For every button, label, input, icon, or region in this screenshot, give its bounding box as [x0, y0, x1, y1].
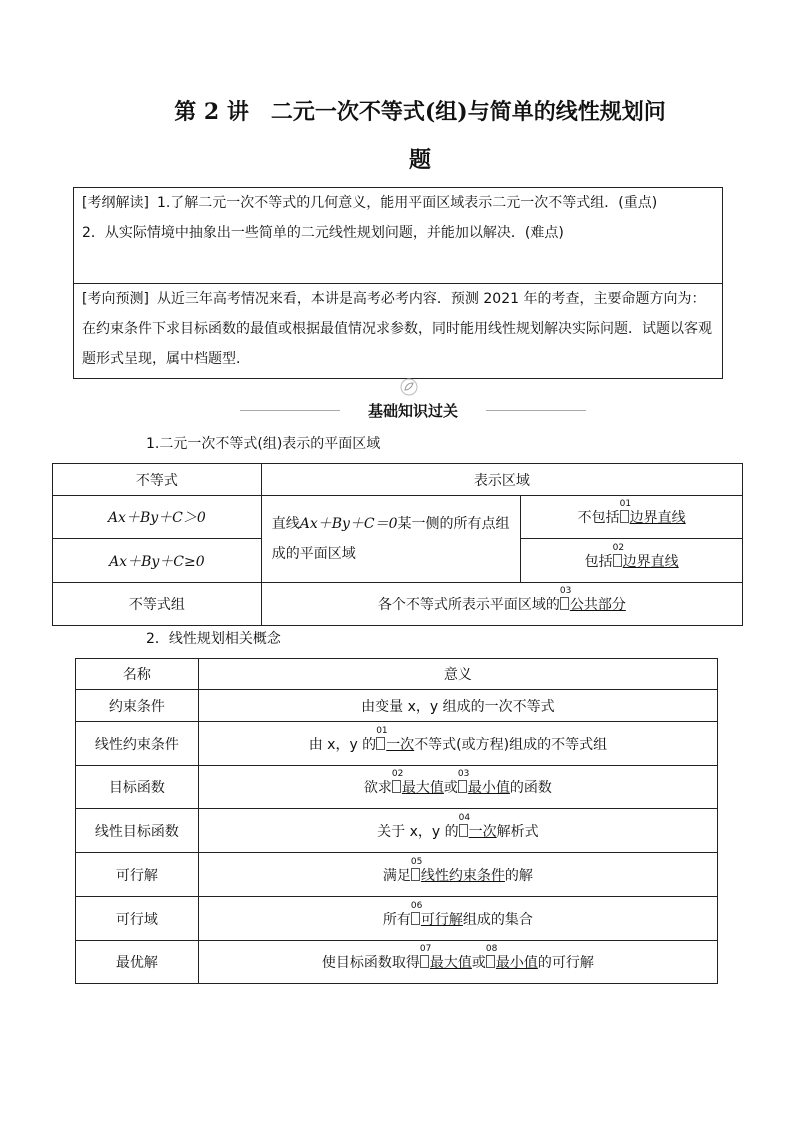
cell-text: 所有 [382, 911, 411, 928]
table-row [76, 766, 718, 809]
cell-text: 的函数 [509, 780, 552, 796]
section-2-title: 2．线性规划相关概念 [146, 631, 281, 647]
answer-blank: 公共部分 [569, 597, 626, 613]
inequality-cell: 不等式组 [53, 583, 262, 626]
table-row [76, 690, 718, 722]
answer-blank: 一次 [468, 823, 497, 840]
region-suffix: 某一侧的所有点组成的平面区域 [271, 516, 510, 562]
answer-blank: 可行解 [420, 911, 463, 928]
answer-marker-icon: 02 [392, 780, 401, 793]
table-row [53, 583, 743, 626]
table-header: 表示区域 [261, 464, 742, 496]
boundary-cell [521, 539, 743, 583]
answer-marker-icon: 05 [411, 868, 420, 881]
concept-meaning [198, 722, 717, 766]
cell-text: 使目标函数取得 [321, 955, 420, 971]
inequality-cell: Ax＋By＋C＞0 [53, 496, 262, 539]
outline-tag: [考纲解读] [82, 195, 149, 211]
inequality-cell: Ax＋By＋C≥0 [53, 539, 262, 583]
concept-name: 目标函数 [76, 766, 199, 809]
forecast-text: 从近三年高考情况来看，本讲是高考必考内容．预测 2021 年的考查，主要命题方向为：在约束条件下求目标函数的最值或根据最值情况求参数，同时能用线性规划解决实际问题．试题以客观题形式呈现，属中档题型． [82, 291, 712, 367]
forecast-section [74, 284, 722, 374]
concept-meaning [198, 853, 717, 897]
cell-text: 的解 [504, 867, 533, 884]
concept-meaning [198, 897, 717, 941]
concept-meaning: 由变量 x，y 组成的一次不等式 [198, 690, 717, 722]
answer-marker-icon: 06 [411, 912, 420, 925]
outline-section [74, 188, 722, 284]
table-row [53, 496, 743, 539]
answer-marker-icon: 03 [458, 780, 467, 793]
section-1-title: 1.二元一次不等式(组)表示的平面区域 [146, 436, 381, 452]
cell-text: 各个不等式所表示平面区域的 [377, 597, 560, 613]
region-prefix: 直线 [271, 516, 300, 532]
divider-line-right [486, 410, 586, 411]
forecast-tag: [考向预测] [82, 291, 149, 307]
answer-marker-icon: 03 [560, 597, 569, 610]
outline-item-2: 2．从实际情境中抽象出一些简单的二元线性规划问题，并能加以解决．(难点) [82, 225, 564, 241]
answer-marker-icon: 08 [486, 955, 495, 968]
answer-marker-icon: 07 [420, 955, 429, 968]
page-title-line-1: 第 2 讲 二元一次不等式(组)与简单的线性规划问 [174, 99, 666, 125]
concept-name: 约束条件 [76, 690, 199, 722]
answer-blank: 一次 [386, 736, 415, 753]
table-header: 不等式 [53, 464, 262, 496]
table-row [76, 659, 718, 690]
cell-text: 不等式(或方程)组成的不等式组 [414, 736, 608, 753]
region-expr: Ax＋By＋C＝0 [299, 516, 398, 532]
answer-blank: 最小值 [495, 955, 538, 971]
table-header: 名称 [76, 659, 199, 690]
region-cell [261, 496, 521, 583]
outline-text-1: 1.了解二元一次不等式的几何意义，能用平面区域表示二元一次不等式组．(重点) [156, 195, 658, 211]
region-cell [261, 583, 742, 626]
boundary-cell [521, 496, 743, 539]
answer-marker-icon: 01 [620, 510, 629, 523]
answer-marker-icon: 04 [459, 824, 468, 837]
cell-text: 满足 [382, 867, 411, 884]
cell-text: 不包括 [577, 510, 620, 526]
answer-blank: 边界直线 [622, 553, 679, 570]
table-header: 意义 [198, 659, 717, 690]
table-row [76, 853, 718, 897]
answer-blank: 最大值 [429, 955, 472, 971]
outline-item-1 [82, 188, 714, 218]
cell-text: 包括 [584, 553, 613, 570]
page-title-line-2: 题 [408, 147, 431, 173]
cell-text: 关于 x，y 的 [377, 823, 459, 840]
cell-text: 组成的集合 [462, 911, 533, 928]
answer-blank: 最大值 [401, 780, 444, 796]
cell-text: 解析式 [496, 823, 539, 840]
answer-blank: 最小值 [467, 780, 510, 796]
table-row [76, 897, 718, 941]
region-table [52, 463, 743, 626]
table-row [76, 722, 718, 766]
cell-text: 或 [443, 780, 458, 796]
concept-meaning [198, 766, 717, 809]
cell-text: 的可行解 [537, 955, 594, 971]
answer-marker-icon: 01 [376, 737, 385, 750]
answer-blank: 边界直线 [629, 510, 686, 526]
intro-box [73, 187, 723, 379]
answer-blank: 线性约束条件 [420, 867, 505, 884]
concept-name: 线性约束条件 [76, 722, 199, 766]
table-row [76, 941, 718, 984]
cell-text: 欲求 [363, 780, 392, 796]
table-row [53, 464, 743, 496]
cell-text: 或 [471, 955, 486, 971]
leaf-icon [400, 378, 418, 396]
concept-name: 最优解 [76, 941, 199, 984]
concept-name: 可行解 [76, 853, 199, 897]
section-divider [240, 400, 586, 422]
concept-meaning [198, 941, 717, 984]
concept-name: 线性目标函数 [76, 809, 199, 853]
cell-text: 由 x，y 的 [308, 736, 377, 753]
answer-marker-icon: 02 [613, 554, 622, 567]
concept-table [75, 658, 718, 984]
table-row [76, 809, 718, 853]
concept-meaning [198, 809, 717, 853]
section-heading: 基础知识过关 [367, 402, 458, 420]
concept-name: 可行域 [76, 897, 199, 941]
